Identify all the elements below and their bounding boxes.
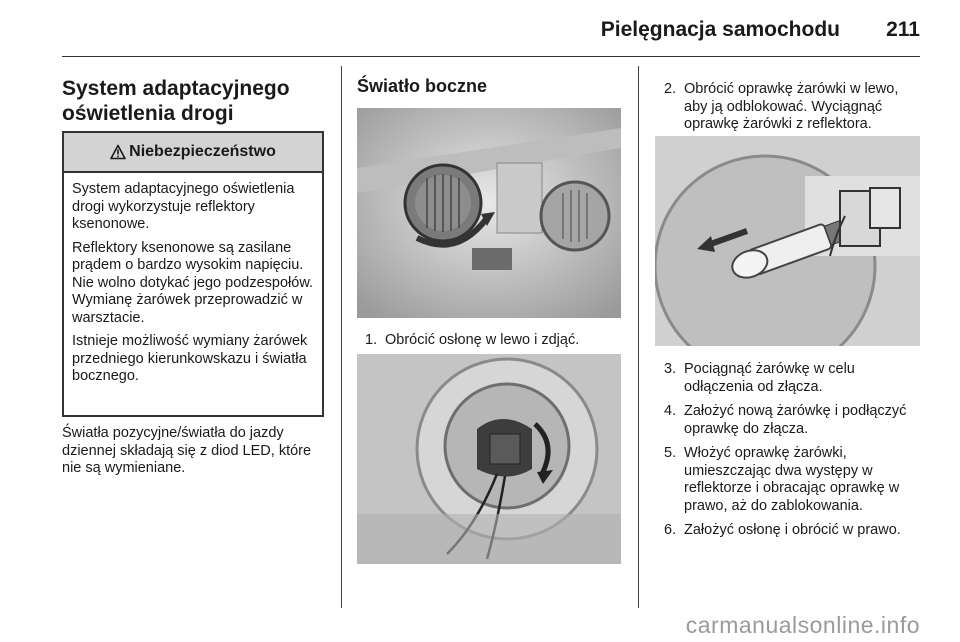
list-item: 5. Włożyć oprawkę żarówki, umieszczając dwa występy w reflektorze i obracając oprawkę w prawo, aż do zablokowania. xyxy=(664,445,900,514)
warning-header xyxy=(64,133,322,173)
warning-paragraph: System adaptacyjnego oświetlenia drogi wykorzystuje reflektory ksenonowe. xyxy=(72,181,295,232)
column-divider-2 xyxy=(638,66,639,608)
column-divider-1 xyxy=(341,66,342,608)
page-number: 211 xyxy=(886,18,920,41)
warning-title: Niebezpieczeństwo xyxy=(129,143,276,160)
warning-paragraph: Istnieje możliwość wymiany żarówek przedniego kierunkowskazu i światła bocznego. xyxy=(72,333,308,384)
warning-triangle-icon xyxy=(110,144,126,160)
side-light-title: Światło boczne xyxy=(357,76,488,96)
list-item: 4. Założyć nową żarówkę i podłączyć oprawkę do złącza. xyxy=(664,403,907,437)
list-item: 2. Obrócić oprawkę żarówki w lewo, aby ją odblokować. Wyciągnąć oprawkę żarówki z reflektora. xyxy=(664,81,899,132)
warning-paragraph: Reflektory ksenonowe są zasilane prądem o bardzo wysokim napięciu. Nie wolno dotykać jego podzespołów. Wymianę żarówek przeprowadzić w warsztacie. xyxy=(72,239,314,326)
photo-headlamp-cover xyxy=(357,108,621,318)
header-title: Pielęgnacja samochodu xyxy=(600,18,840,41)
photo-bulb-holder xyxy=(357,354,621,564)
led-info-text: Światła pozycyjne/światła do jazdy dziennej składają się z diod LED, które nie są wymieniane. xyxy=(62,425,312,476)
list-item: 3. Pociągnąć żarówkę w celu odłączenia od złącza. xyxy=(664,361,855,395)
header-divider xyxy=(62,56,920,57)
list-item: 6. Założyć osłonę i obrócić w prawo. xyxy=(664,522,901,538)
section-title: System adaptacyjnego oświetlenia drogi xyxy=(62,77,290,125)
warning-body xyxy=(64,173,322,386)
photo-bulb-removal xyxy=(655,136,920,346)
list-item: 1. Obrócić osłonę w lewo i zdjąć. xyxy=(365,332,580,348)
warning-box xyxy=(62,131,324,417)
watermark: carmanualsonline.info xyxy=(685,612,920,638)
